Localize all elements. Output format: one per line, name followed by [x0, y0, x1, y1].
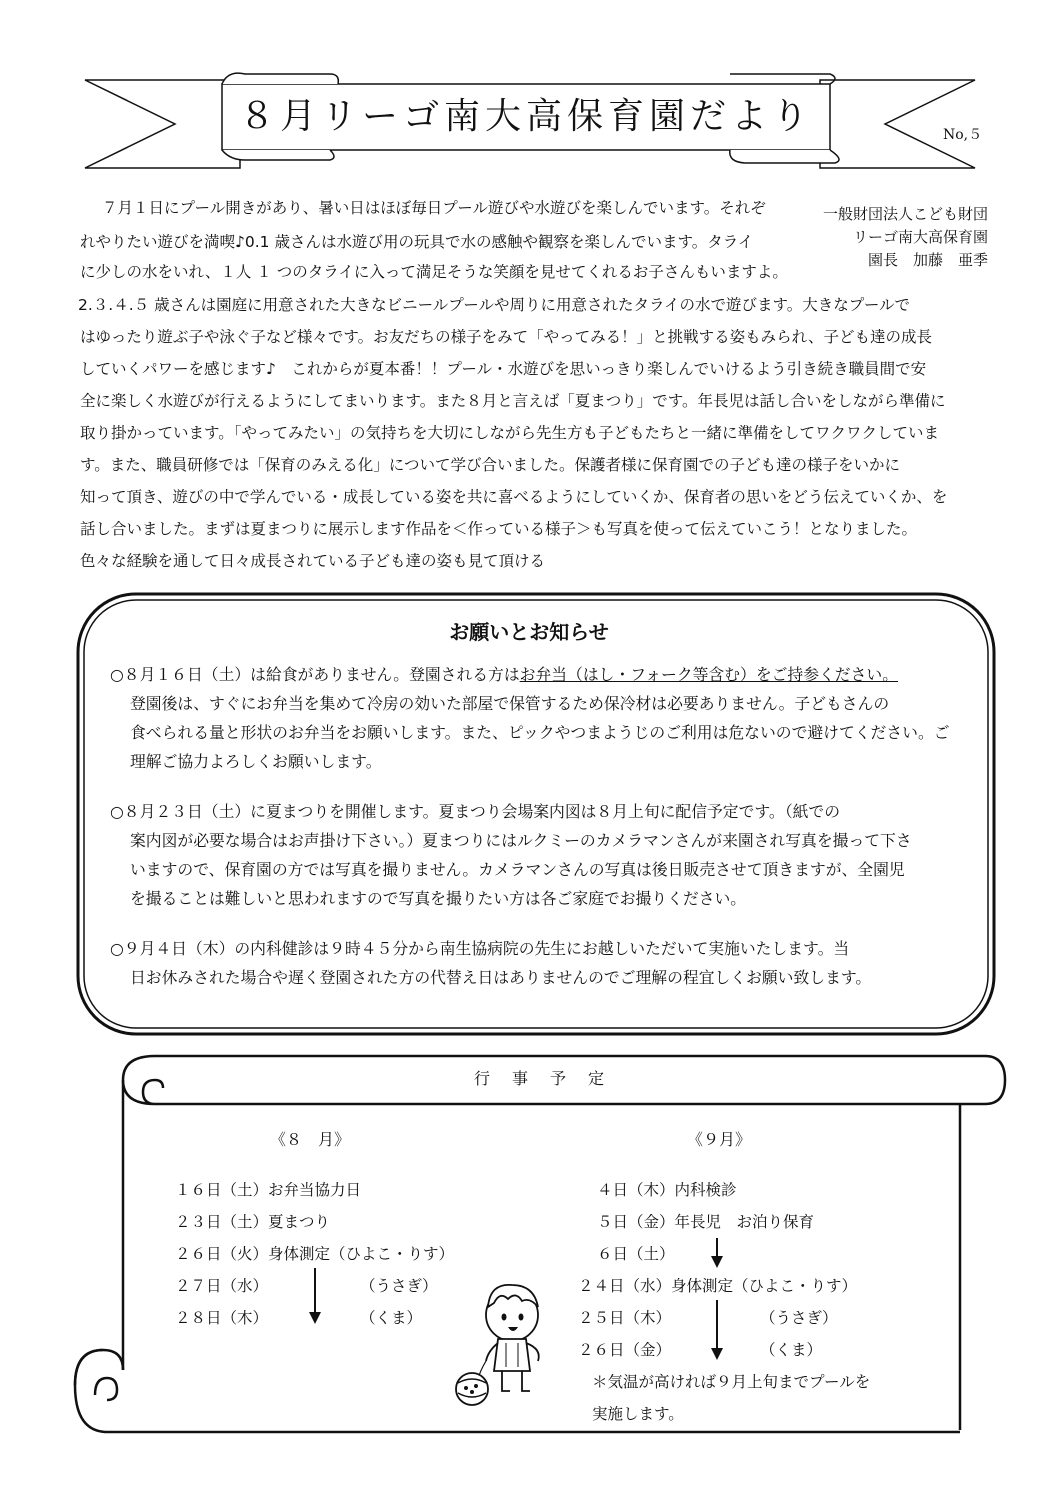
event-label: 年長児 お泊り保育 [674, 1213, 815, 1231]
child-with-ball-illustration [450, 1275, 560, 1410]
intro-line: れやりたい遊びを満喫♪0.1 歳さんは水遊び用の玩具で水の感触や観察を楽しんでいます。タライ [80, 233, 754, 251]
event-row [175, 1178, 361, 1200]
notice-line: 食べられる量と形状のお弁当をお願いします。また、ピックやつまようじのご利用は危ないので避けてください。ご [130, 723, 950, 742]
pool-note: 実施します。 [592, 1405, 684, 1423]
schedule-title: 行事予定 [473, 1069, 626, 1088]
event-date: ２８日（木） [175, 1309, 269, 1327]
issue-number: No,５ [943, 127, 983, 143]
notice-title: お願いとお知らせ [449, 620, 609, 644]
intro-line: はゆったり遊ぶ子や泳ぐ子など様々です。お友だちの様子をみて「やってみる！」と挑戦する姿もみられ、子ども達の成長 [80, 328, 933, 346]
event-label: 身体測定（ひよこ・りす） [671, 1277, 858, 1295]
notice-line: 登園後は、すぐにお弁当を集めて冷房の効いた部屋で保管するため保冷材は必要ありません。子どもさんの [130, 694, 890, 713]
pool-note: ＊気温が高ければ９月上旬までプールを [592, 1373, 871, 1391]
intro-line: に少しの水をいれ、１人 １ つのタライに入って満足そうな笑顔を見せてくれるお子さんもいますよ。 [80, 263, 788, 281]
event-date: ２７日（水） [175, 1277, 269, 1295]
event-date: ２３日（土） [175, 1213, 269, 1231]
event-row [175, 1210, 330, 1232]
down-arrow-icon [708, 1298, 726, 1362]
intro-line: 取り掛かっています。「やってみたい」の気持ちを大切にしながら先生方も子どもたちと一緒に準備をしてワクワクしていま [80, 424, 940, 442]
intro-line: 色々な経験を通して日々成長されている子ども達の姿も見て頂ける [80, 552, 546, 570]
notice-line: 案内図が必要な場合はお声掛け下さい。）夏まつりにはルクミーのカメラマンさんが来園され写真を撮って下さ [130, 831, 912, 850]
event-label: （くま） [760, 1341, 823, 1359]
notice-line: 日お休みされた場合や遅く登園された方の代替え日はありませんのでご理解の程宜しくお願い致します。 [130, 968, 872, 987]
event-label: （うさぎ） [360, 1277, 438, 1295]
event-date: ４日（木） [597, 1181, 675, 1199]
notice-line: いますので、保育園の方では写真を撮りません。カメラマンさんの写真は後日販売させて頂きますが、全園児 [130, 860, 905, 879]
notice-item-3: ○９月４日（木）の内科健診は９時４５分から南生協病院の先生にお越しいただいて実施いたします。当 [110, 939, 850, 958]
event-date: ２４日（水） [578, 1277, 672, 1295]
intro-line: す。また、職員研修では「保育のみえる化」について学び合いました。保護者様に保育園での子ども達の様子をいかに [80, 456, 900, 474]
event-label: 夏まつり [268, 1213, 331, 1231]
down-arrow-icon [306, 1266, 324, 1326]
org-name: 一般財団法人こども財団 [822, 205, 988, 223]
intro-line: ７月１日にプール開きがあり、暑い日はほぼ毎日プール遊びや水遊びを楽しんでいます。それぞ [102, 199, 766, 217]
event-label: 内科検診 [674, 1181, 737, 1199]
notice-item-2: ○８月２３日（土）に夏まつりを開催します。夏まつり会場案内図は８月上旬に配信予定です。（紙での [110, 802, 841, 821]
organization-block [823, 203, 988, 272]
principal-name: 園長 加藤 亜季 [867, 251, 988, 269]
august-heading: 《８ 月》 [270, 1130, 351, 1149]
event-label: （くま） [360, 1309, 423, 1327]
event-row [597, 1178, 737, 1200]
event-row [578, 1274, 857, 1296]
event-date: ２５日（木） [578, 1309, 672, 1327]
september-heading: 《９月》 [687, 1130, 752, 1149]
schedule-scroll [55, 1050, 1015, 1490]
notice-item-1 [110, 660, 898, 689]
event-date: ２６日（火） [175, 1245, 269, 1263]
event-date: １６日（土） [175, 1181, 269, 1199]
notice-line: 理解ご協力よろしくお願いします。 [130, 752, 382, 771]
event-date: ５日（金） [597, 1213, 675, 1231]
event-label: （うさぎ） [760, 1309, 838, 1327]
down-arrow-icon [708, 1236, 726, 1270]
intro-line: 話し合いました。まずは夏まつりに展示します作品を＜作っている様子＞も写真を使って伝えていこう！となりました。 [80, 520, 918, 538]
intro-line: 2.３.４.５ 歳さんは園庭に用意された大きなビニールプールや周りに用意されたタライの水で遊びます。大きなプールで [78, 296, 911, 314]
event-label: お弁当協力日 [268, 1181, 362, 1199]
event-date: ６日（土） [597, 1245, 675, 1263]
event-row [597, 1210, 814, 1232]
notice-line: を撮ることは難しいと思われますので写真を撮りたい方は各ご家庭でお撮りください。 [130, 889, 747, 908]
event-row [175, 1242, 454, 1264]
intro-line: 知って頂き、遊びの中で学んでいる・成長している姿を共に喜べるようにしていくか、保育者の思いをどう伝えていくか、を [80, 488, 948, 506]
school-name: リーゴ南大高保育園 [852, 228, 988, 246]
notice-1-text: ○８月１６日（土）は給食がありません。登園される方は [110, 665, 520, 684]
event-label: 身体測定（ひよこ・りす） [268, 1245, 455, 1263]
bento-request: お弁当（はし・フォーク等含む）をご持参ください。 [519, 665, 898, 684]
newsletter-title: ８月リーゴ南大高保育園だより [238, 96, 813, 137]
event-date: ２６日（金） [578, 1341, 672, 1359]
intro-line: 全に楽しく水遊びが行えるようにしてまいります。また８月と言えば「夏まつり」です。年長児は話し合いをしながら準備に [80, 392, 946, 410]
intro-line: していくパワーを感じます♪ これからが夏本番！！プール・水遊びを思いっきり楽しんでいけるよう引き続き職員間で安 [80, 360, 927, 378]
